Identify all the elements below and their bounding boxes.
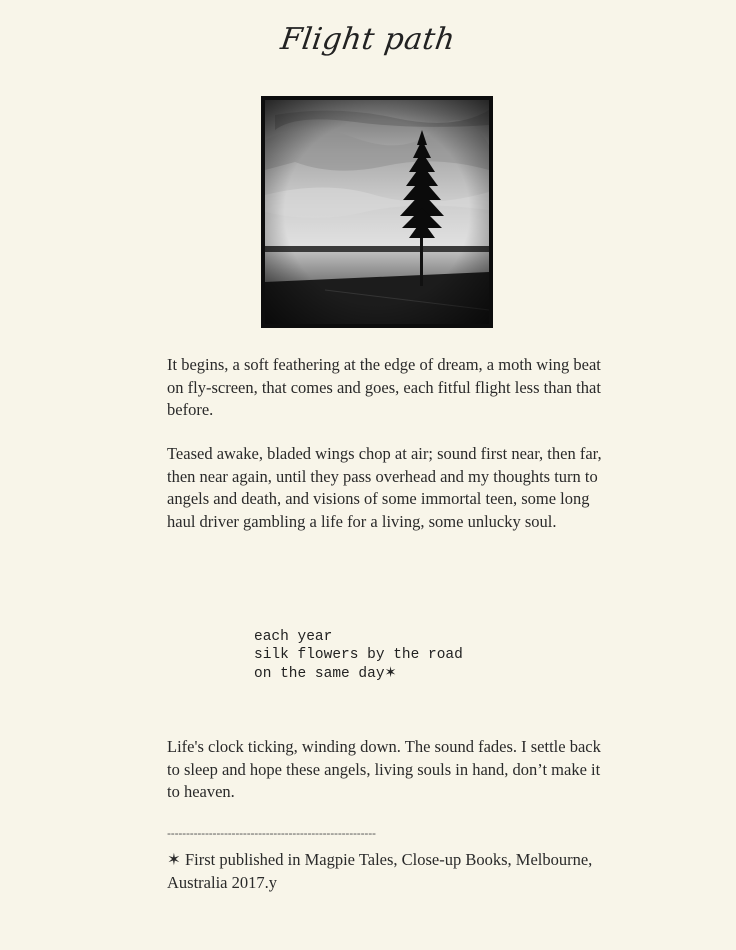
paragraph-1: It begins, a soft feathering at the edge of dream, a moth wing beat on fly-screen, that comes and goes, each fitful flight less than that before.: [167, 355, 601, 419]
poem-title: Flight path: [278, 22, 458, 57]
pine-tree-photo: [261, 96, 493, 328]
photo-image: [265, 100, 489, 324]
haiku-line-2: silk flowers by the road: [254, 646, 463, 663]
paragraph-2: Teased awake, bladed wings chop at air; sound first near, then far, then near again, until they pass overhead and my thoughts turn to angels and death, and visions of some immortal teen, some long haul driver gambling a life for a living, some unlucky soul.: [167, 444, 602, 531]
haiku: [254, 629, 463, 684]
footnote-divider: -------------------------------------------------------: [167, 826, 376, 840]
haiku-line-1: each year: [254, 629, 333, 645]
paragraph-3: Life's clock ticking, winding down. The sound fades. I settle back to sleep and hope these angels, living souls in hand, don’t make it to heaven.: [167, 737, 601, 801]
footnote: ✶ First published in Magpie Tales, Close-up Books, Melbourne, Australia 2017.y: [167, 850, 593, 892]
haiku-line-3: on the same day✶: [254, 666, 397, 682]
